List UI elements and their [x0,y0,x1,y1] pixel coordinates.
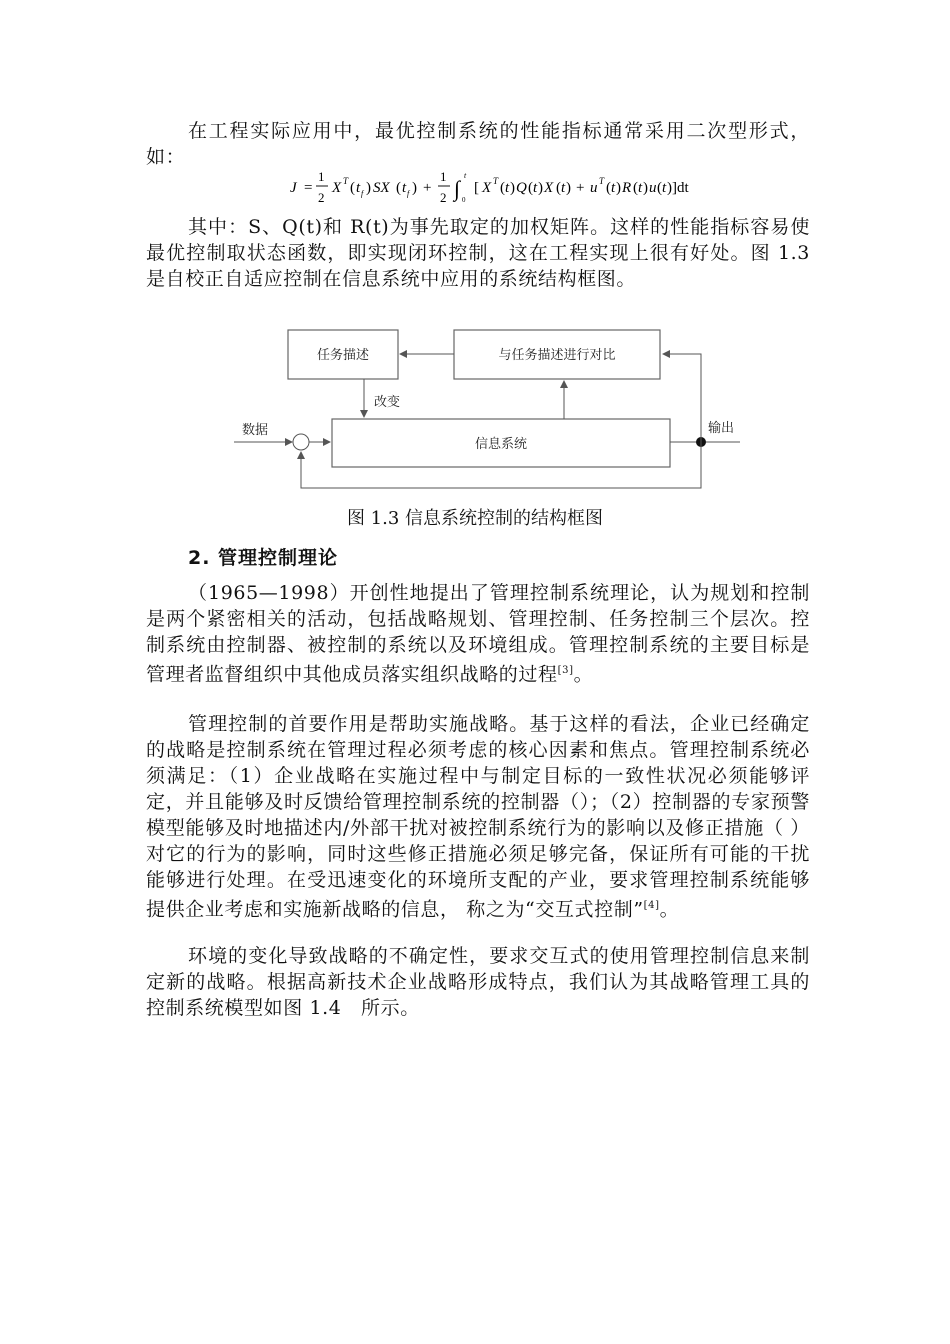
svg-text:[: [ [474,180,479,196]
citation-ref: [3] [557,665,574,676]
section-heading: 2. 管理控制理论 [188,547,339,569]
citation-ref: [4] [643,900,660,911]
svg-text:u: u [649,180,657,196]
paragraph-management-control-theory [146,580,810,687]
svg-text:t: t [464,171,467,180]
svg-text:(: ( [500,180,505,196]
output-label: 输出 [708,421,735,436]
svg-text:t: t [662,180,667,196]
formula-performance-index [290,166,730,210]
svg-text:2: 2 [318,190,325,205]
svg-text:(: ( [396,180,401,196]
svg-text:(: ( [657,180,662,196]
svg-text:X: X [544,180,554,196]
svg-text:SX: SX [373,180,390,196]
svg-text:X: X [482,180,492,196]
svg-text:(: ( [606,180,611,196]
svg-text:(: ( [350,180,355,196]
svg-text:t: t [402,180,407,196]
paragraph-end: 。 [573,663,594,686]
svg-text:Q: Q [516,180,527,196]
paragraph-text: （1965—1998）开创性地提出了管理控制系统理论，认为规划和控制是两个紧密相关的活动，包括战略规划、管理控制、任务控制三个层次。控制系统由控制器、被控制的系统以及环境组成。管理控制系统的主要目标是管理者监督组织中其他成员落实组织战略的过程 [146,582,810,686]
paragraph-text: 管理控制的首要作用是帮助实施战略。基于这样的看法，企业已经确定的战略是控制系统在管理过程必须考虑的核心因素和焦点。管理控制系统必须满足：（1）企业战略在实施过程中与制定目标的一致性状况必须能够评定，并且能够及时反馈给管理控制系统的控制器（）；（2）控制器的专家预警模型能够及时地描述内/外部干扰对被控制系统行为的影响以及修正措施（ ）对它的行为的影响，同时这些修正措施必须足够完备，保证所有可能的干扰能够进行处理。在受迅速变化的环境所支配的产业，要求管理控制系统能够提供企业考虑和实施新战略的信息， 称之为“交互式控制” [146,713,810,921]
svg-text:f: f [407,189,410,198]
svg-text:T: T [493,176,499,186]
svg-text:X: X [332,180,342,196]
svg-text:u: u [590,180,598,196]
svg-text:R: R [622,180,632,196]
svg-text:=: = [304,180,313,196]
svg-text:+: + [576,180,585,196]
svg-text:∫: ∫ [454,176,461,201]
svg-text:2: 2 [440,190,447,205]
svg-text:)]dt: )]dt [667,180,689,196]
paragraph-strategy-implementation [146,711,810,922]
svg-text:t: t [356,180,361,196]
svg-text:1: 1 [440,169,447,184]
svg-text:): ) [366,180,371,196]
data-label: 数据 [242,423,269,438]
svg-text:f: f [361,189,364,198]
svg-text:(: ( [528,180,533,196]
svg-text:+: + [423,180,432,196]
info-system-label: 信息系统 [474,437,528,452]
svg-text:t: t [533,180,538,196]
svg-text:0: 0 [462,196,466,204]
paragraph-environment-change: 环境的变化导致战略的不确定性，要求交互式的使用管理控制信息来制定新的战略。根据高新技术企业战略形成特点，我们认为其战略管理工具的控制系统模型如图 1.4 所示。 [146,945,810,1019]
svg-text:): ) [510,180,515,196]
svg-text:t: t [611,180,616,196]
control-structure-diagram [230,318,750,498]
svg-text:1: 1 [318,169,325,184]
svg-text:(: ( [556,180,561,196]
paragraph-weighting-matrices: 其中：S、Q(t)和 R(t)为事先取定的加权矩阵。这样的性能指标容易使最优控制取状态函数，即实现闭环控制，这在工程实现上很有好处。图 1.3 是自校正自适应控制在信息系统中应用的系统结构框图。 [146,216,810,290]
task-description-label: 任务描述 [316,348,370,363]
svg-text:T: T [343,176,349,186]
paragraph-end: 。 [659,898,680,921]
svg-text:T: T [599,176,605,186]
compare-label: 与任务描述进行对比 [498,348,616,363]
svg-text:): ) [616,180,621,196]
change-label: 改变 [374,395,401,410]
svg-text:): ) [643,180,648,196]
svg-text:): ) [566,180,571,196]
paragraph-formula-intro: 在工程实际应用中，最优控制系统的性能指标通常采用二次型形式，如： [146,120,810,168]
figure-caption: 图 1.3 信息系统控制的结构框图 [346,508,604,529]
svg-text:t: t [561,180,566,196]
svg-text:t: t [638,180,643,196]
svg-text:): ) [538,180,543,196]
summing-junction [293,434,309,450]
svg-text:t: t [505,180,510,196]
svg-text:(: ( [633,180,638,196]
svg-text:): ) [412,180,417,196]
svg-text:J: J [290,180,297,196]
